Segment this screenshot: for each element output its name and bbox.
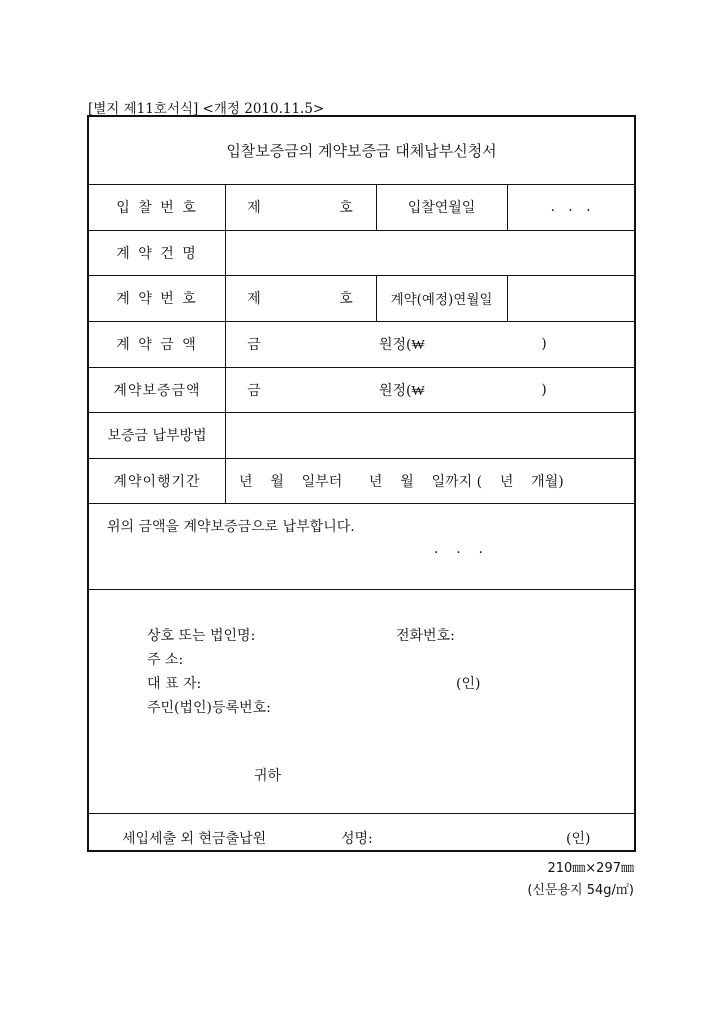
registration-number-label: 주민(법인)등록번호: bbox=[147, 700, 271, 716]
contract-amount-won: 원정(₩ bbox=[379, 337, 425, 353]
contract-amount-label: 계 약 금 액 bbox=[116, 337, 198, 353]
label-column-divider bbox=[225, 184, 226, 503]
signer-name-label: 성명: bbox=[341, 831, 373, 847]
section-divider bbox=[89, 813, 634, 814]
company-name-label: 상호 또는 법인명: bbox=[147, 628, 256, 644]
addressee-label: 귀하 bbox=[254, 768, 282, 784]
cashier-title: 세입세출 외 현금출납원 bbox=[122, 831, 267, 847]
bid-date-label: 입찰연월일 bbox=[407, 200, 476, 216]
statement-date: . . . bbox=[434, 541, 483, 557]
contract-number-label: 계 약 번 호 bbox=[116, 291, 198, 307]
bid-number-label: 입 찰 번 호 bbox=[116, 200, 198, 216]
signer-seal: (인) bbox=[566, 831, 591, 847]
form-number-note: [별지 제11호서식] <개정 2010.11.5> bbox=[88, 101, 325, 117]
payment-method-label: 보증금 납부방법 bbox=[107, 428, 207, 444]
period-label: 계약이행기간 bbox=[113, 473, 201, 490]
contract-name-label: 계 약 건 명 bbox=[116, 245, 198, 262]
contract-date-label: 계약(예정)연월일 bbox=[390, 292, 493, 308]
guarantee-amount-close: ) bbox=[541, 381, 547, 398]
payment-statement: 위의 금액을 계약보증금으로 납부합니다. bbox=[107, 519, 355, 535]
row-divider bbox=[89, 503, 634, 504]
guarantee-amount-won: 원정(₩ bbox=[379, 382, 425, 399]
contract-amount-close: ) bbox=[541, 336, 547, 352]
bid-number-prefix: 제 bbox=[247, 200, 261, 216]
representative-seal: (인) bbox=[456, 676, 481, 692]
period-value: 년 월 일부터 년 월 일까지 ( 년 개월) bbox=[239, 473, 564, 490]
guarantee-amount-label: 계약보증금액 bbox=[113, 382, 201, 399]
contract-number-suffix: 호 bbox=[339, 291, 353, 307]
bid-date-value: . . . bbox=[550, 199, 591, 215]
contract-amount-prefix: 금 bbox=[247, 337, 261, 353]
paper-type-note: (신문용지 54g/㎡) bbox=[527, 883, 634, 898]
phone-number-label: 전화번호: bbox=[396, 628, 455, 644]
bid-number-suffix: 호 bbox=[339, 200, 353, 216]
form-title: 입찰보증금의 계약보증금 대체납부신청서 bbox=[226, 142, 497, 160]
paper-size-note: 210㎜×297㎜ bbox=[547, 861, 634, 876]
contract-number-prefix: 제 bbox=[247, 291, 261, 307]
application-form bbox=[87, 115, 636, 852]
guarantee-amount-prefix: 금 bbox=[247, 382, 261, 399]
address-label: 주 소: bbox=[147, 652, 184, 668]
representative-label: 대 표 자: bbox=[147, 676, 202, 692]
column-divider bbox=[507, 275, 508, 321]
section-divider bbox=[89, 589, 634, 590]
